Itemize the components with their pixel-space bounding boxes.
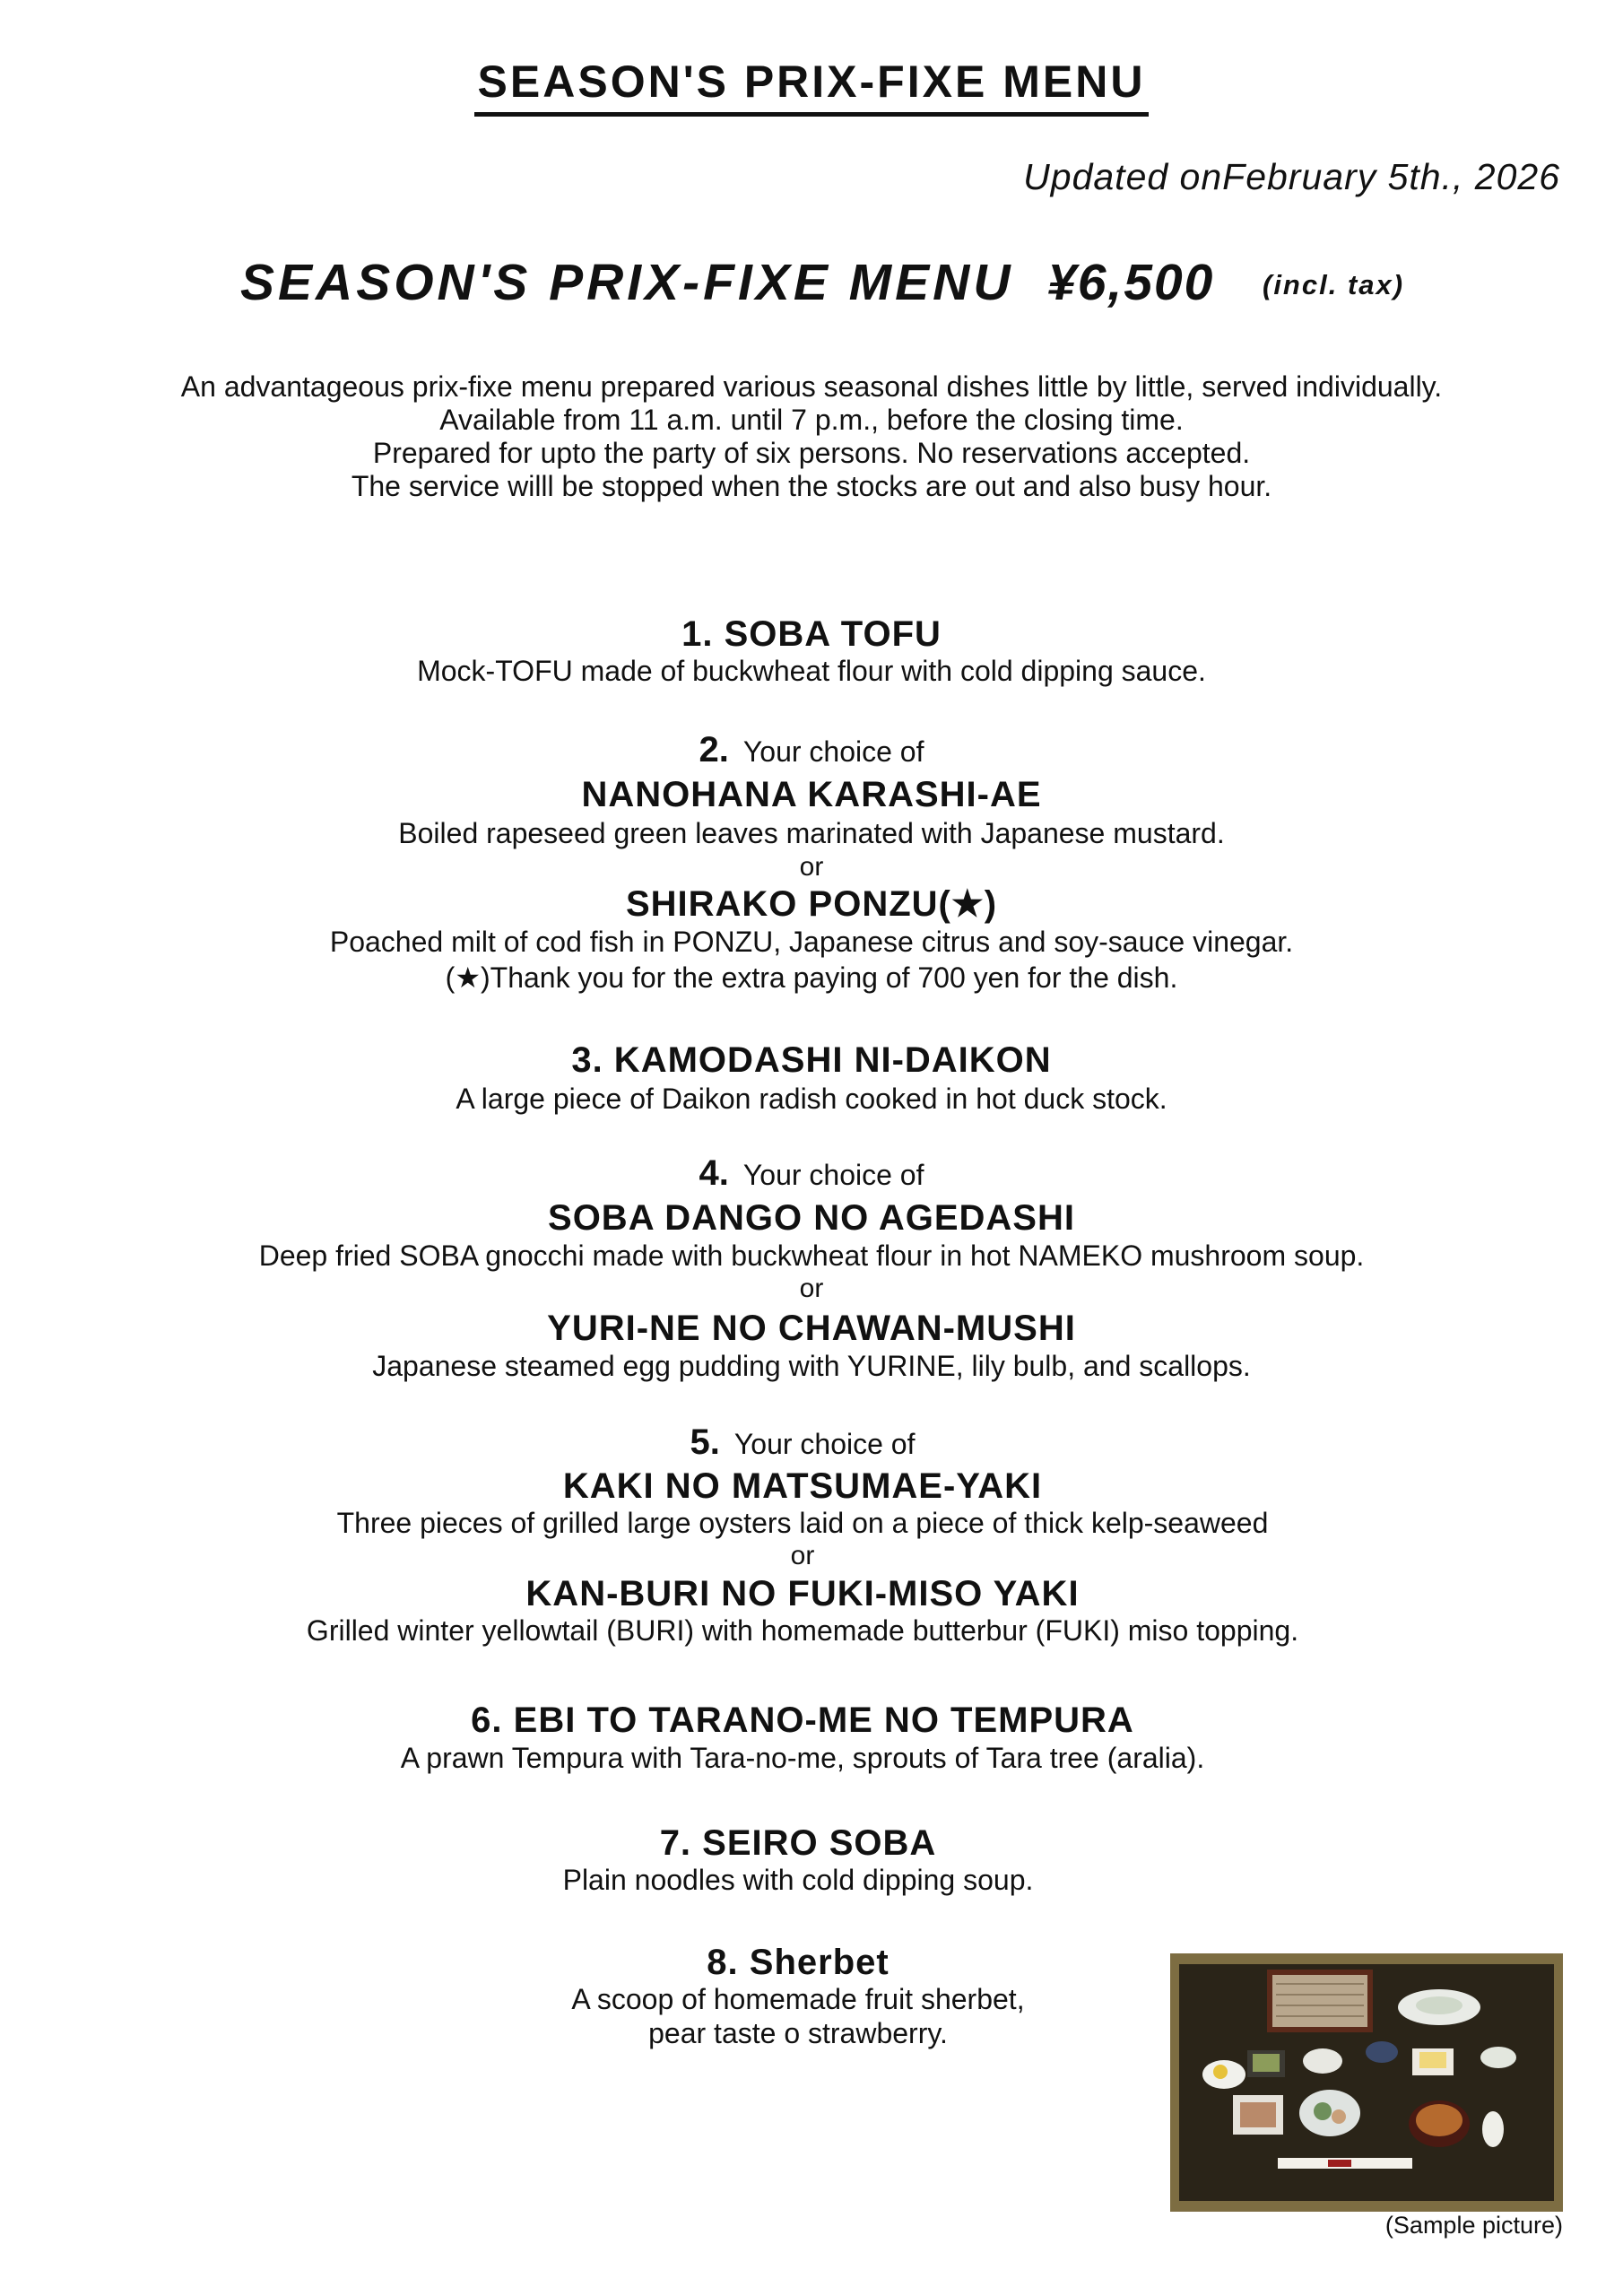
menu-heading: SEASON'S PRIX-FIXE MENU	[240, 254, 1014, 311]
course-4-option-2-title: YURI-NE NO CHAWAN-MUSHI	[547, 1309, 1076, 1348]
course-2-option-2-title: SHIRAKO PONZU(★)	[625, 884, 998, 924]
course-2-choice	[0, 732, 1623, 770]
course-2-option-1-desc: Boiled rapeseed green leaves marinated with Japanese mustard.	[398, 817, 1225, 849]
course-5-option-2-desc: Grilled winter yellowtail (BURI) with homemade butterbur (FUKI) miso topping.	[306, 1614, 1299, 1647]
course-4-choice	[0, 1155, 1623, 1193]
course-8-desc: pear taste o strawberry.	[648, 2017, 948, 2049]
course-1-desc: Mock-TOFU made of buckwheat flour with cold dipping sauce.	[417, 655, 1206, 687]
page-title	[0, 56, 1623, 108]
course-7-title: 7. SEIRO SOBA	[659, 1823, 937, 1863]
extra-charge-note: (★)Thank you for the extra paying of 700 yen for the dish.	[445, 961, 1178, 994]
food-photo-illustration	[1170, 1953, 1563, 2212]
course-8-desc: A scoop of homemade fruit sherbet,	[571, 1983, 1025, 2015]
menu-price: ¥6,500	[1047, 254, 1215, 311]
or-separator: or	[799, 852, 824, 882]
choice-label: Your choice of	[742, 735, 924, 768]
course-4-number: 4.	[699, 1153, 729, 1193]
course-4-option-1-title: SOBA DANGO NO AGEDASHI	[548, 1198, 1075, 1238]
course-3-title: 3. KAMODASHI NI-DAIKON	[571, 1040, 1052, 1080]
or-separator: or	[790, 1541, 815, 1570]
course-7-desc: Plain noodles with cold dipping soup.	[562, 1864, 1034, 1896]
course-2-number: 2.	[699, 730, 729, 770]
course-5-number: 5.	[690, 1422, 720, 1462]
course-2-option-1-title: NANOHANA KARASHI-AE	[581, 775, 1042, 814]
course-4-option-2-desc: Japanese steamed egg pudding with YURINE, lily bulb, and scallops.	[372, 1350, 1251, 1382]
intro-text	[0, 370, 1623, 503]
sample-photo	[1170, 1953, 1563, 2212]
course-5-choice	[0, 1424, 1605, 1462]
course-5-option-1-desc: Three pieces of grilled large oysters laid on a piece of thick kelp-seaweed	[336, 1507, 1269, 1539]
course-5-option-1-title: KAKI NO MATSUMAE-YAKI	[562, 1466, 1043, 1506]
choice-label: Your choice of	[742, 1159, 924, 1191]
choice-label: Your choice of	[733, 1428, 916, 1460]
intro-line: The service willl be stopped when the stocks are out and also busy hour.	[351, 470, 1272, 502]
intro-line: Prepared for upto the party of six persons. No reservations accepted.	[372, 437, 1251, 469]
tax-note: (incl. tax)	[1263, 269, 1405, 300]
updated-date: Updated onFebruary 5th., 2026	[1023, 156, 1560, 197]
intro-line: An advantageous prix-fixe menu prepared various seasonal dishes little by little, served individually.	[180, 370, 1443, 403]
course-3-desc: A large piece of Daikon radish cooked in hot duck stock.	[456, 1083, 1167, 1115]
intro-line: Available from 11 a.m. until 7 p.m., before the closing time.	[439, 404, 1184, 436]
course-6-title: 6. EBI TO TARANO-ME NO TEMPURA	[471, 1700, 1134, 1740]
course-1-title: 1. SOBA TOFU	[681, 614, 942, 654]
course-6-desc: A prawn Tempura with Tara-no-me, sprouts of Tara tree (aralia).	[400, 1742, 1205, 1774]
or-separator: or	[799, 1274, 824, 1303]
course-2-option-2-desc: Poached milt of cod fish in PONZU, Japanese citrus and soy-sauce vinegar.	[329, 926, 1294, 958]
course-4-option-1-desc: Deep fried SOBA gnocchi made with buckwheat flour in hot NAMEKO mushroom soup.	[258, 1239, 1365, 1272]
course-5-option-2-title: KAN-BURI NO FUKI-MISO YAKI	[525, 1574, 1080, 1613]
page-title-text: SEASON'S PRIX-FIXE MENU	[474, 57, 1150, 117]
photo-caption: (Sample picture)	[1384, 2212, 1563, 2239]
course-8-title: 8. Sherbet	[707, 1943, 890, 1982]
